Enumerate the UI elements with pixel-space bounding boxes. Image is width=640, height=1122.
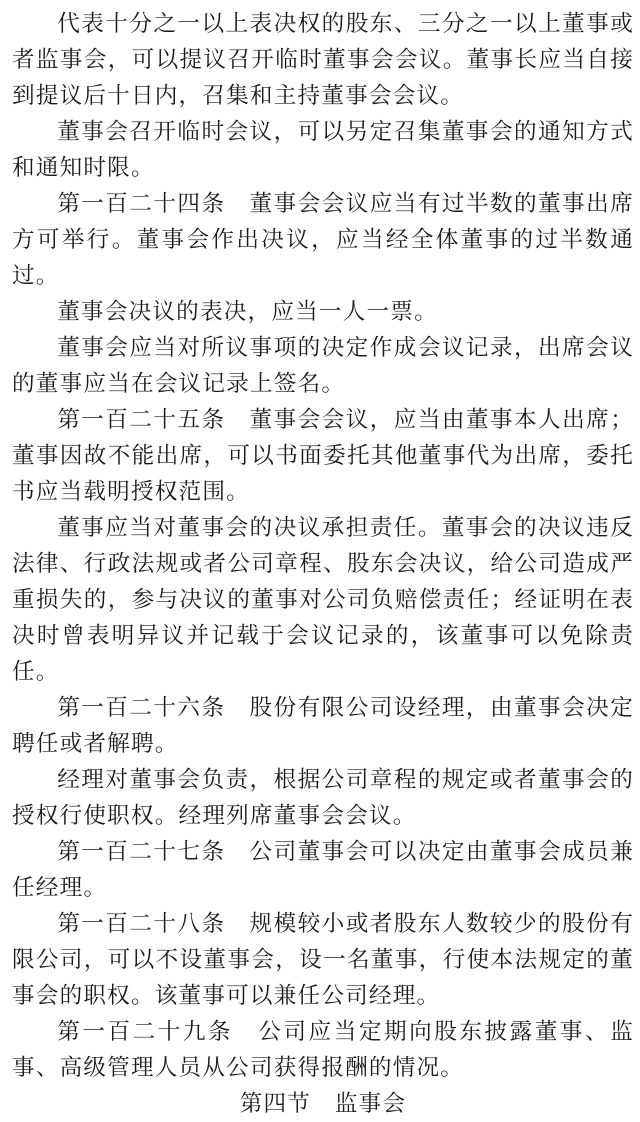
document-page <box>12 6 634 1117</box>
article-126: 第一百二十六条 股份有限公司设经理，由董事会决定聘任或者解聘。 <box>12 695 634 757</box>
paragraph-9: 经理对董事会负责，根据公司章程的规定或者董事会的授权行使职权。经理列席董事会会议。 <box>12 767 634 829</box>
article-125: 第一百二十五条 董事会会议，应当由董事本人出席；董事因故不能出席，可以书面委托其他董事代为出席，委托书应当载明授权范围。 <box>12 407 634 505</box>
article-128: 第一百二十八条 规模较小或者股东人数较少的股份有限公司，可以不设董事会，设一名董事，行使本法规定的董事会的职权。该董事可以兼任公司经理。 <box>12 911 634 1009</box>
paragraph-5: 董事会应当对所议事项的决定作成会议记录，出席会议的董事应当在会议记录上签名。 <box>12 335 634 397</box>
paragraph-1: 代表十分之一以上表决权的股东、三分之一以上董事或者监事会，可以提议召开临时董事会会议。董事长应当自接到提议后十日内，召集和主持董事会会议。 <box>12 11 634 109</box>
paragraph-4: 董事会决议的表决，应当一人一票。 <box>57 299 438 325</box>
article-124: 第一百二十四条 董事会会议应当有过半数的董事出席方可举行。董事会作出决议，应当经全体董事的过半数通过。 <box>12 191 634 289</box>
paragraph-7: 董事应当对董事会的决议承担责任。董事会的决议违反法律、行政法规或者公司章程、股东会决议，给公司造成严重损失的，参与决议的董事对公司负赔偿责任；经证明在表决时曾表明异议并记载于会议记录的，该董事可以免除责任。 <box>12 515 634 685</box>
section-heading: 第四节 监事会 <box>239 1091 407 1117</box>
article-127: 第一百二十七条 公司董事会可以决定由董事会成员兼任经理。 <box>12 839 634 901</box>
paragraph-2: 董事会召开临时会议，可以另定召集董事会的通知方式和通知时限。 <box>12 119 634 181</box>
article-129: 第一百二十九条 公司应当定期向股东披露董事、监事、高级管理人员从公司获得报酬的情况。 <box>12 1019 634 1081</box>
